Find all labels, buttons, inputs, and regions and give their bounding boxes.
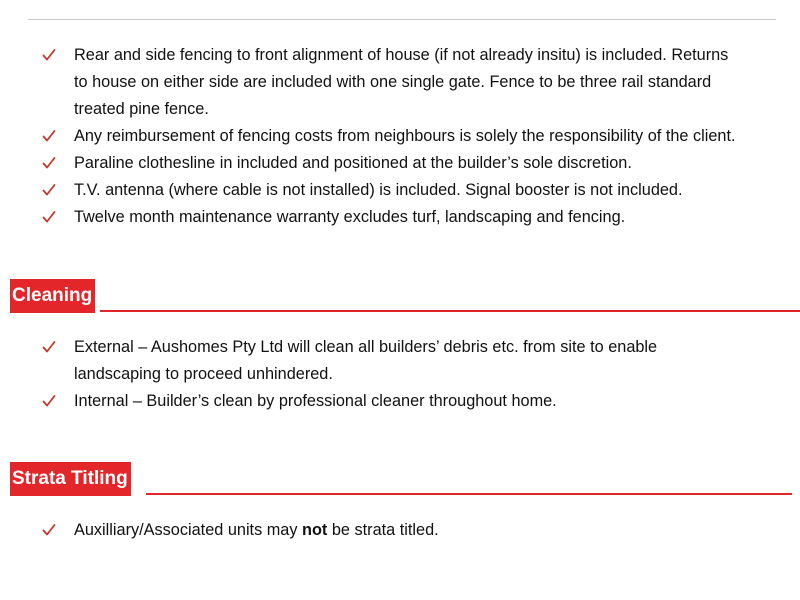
list-item-line: External – Aushomes Pty Ltd will clean all builders’ debris etc. from site to enable <box>74 338 658 356</box>
list-item-line: Internal – Builder’s clean by professional cleaner throughout home. <box>74 392 557 410</box>
bold-emphasis: not <box>302 521 328 539</box>
section-title: Strata Titling <box>10 462 131 496</box>
list-item <box>0 204 800 231</box>
list-item-line: landscaping to proceed unhindered. <box>74 365 333 383</box>
list-item-line: Paraline clothesline in included and positioned at the builder’s sole discretion. <box>74 154 632 172</box>
list-item <box>0 42 800 123</box>
check-mark-icon <box>42 517 56 544</box>
check-mark-icon <box>42 388 56 415</box>
list-item-line: to house on either side are included with one single gate. Fence to be three rail standard <box>74 73 712 91</box>
list-item-line: Any reimbursement of fencing costs from neighbours is solely the responsibility of the client. <box>74 127 736 145</box>
check-mark-icon <box>42 204 56 231</box>
list-item <box>0 334 800 388</box>
text-segment: Auxilliary/Associated units may <box>74 521 303 539</box>
strata-list <box>0 517 800 544</box>
check-mark-icon <box>42 123 56 150</box>
check-mark-icon <box>42 150 56 177</box>
list-item-line: treated pine fence. <box>74 100 209 118</box>
list-item-line: T.V. antenna (where cable is not installed) is included. Signal booster is not included. <box>74 181 683 199</box>
check-mark-icon <box>42 177 56 204</box>
inclusions-list <box>0 42 800 231</box>
section-underline <box>146 493 792 495</box>
section-underline <box>100 310 800 312</box>
check-mark-icon <box>42 42 56 69</box>
cleaning-list <box>0 334 800 415</box>
strata-section-header <box>10 462 800 498</box>
list-item-line <box>74 517 800 544</box>
list-item <box>0 123 800 150</box>
text-segment: be strata titled. <box>327 521 439 539</box>
list-item-line: Rear and side fencing to front alignment of house (if not already insitu) is included. Returns <box>74 46 729 64</box>
top-divider <box>28 19 776 20</box>
cleaning-section-header <box>10 279 800 315</box>
list-item-line: Twelve month maintenance warranty excludes turf, landscaping and fencing. <box>74 208 626 226</box>
section-title: Cleaning <box>10 279 95 313</box>
list-item <box>0 517 800 544</box>
list-item <box>0 177 800 204</box>
list-item <box>0 388 800 415</box>
check-mark-icon <box>42 334 56 361</box>
list-item <box>0 150 800 177</box>
